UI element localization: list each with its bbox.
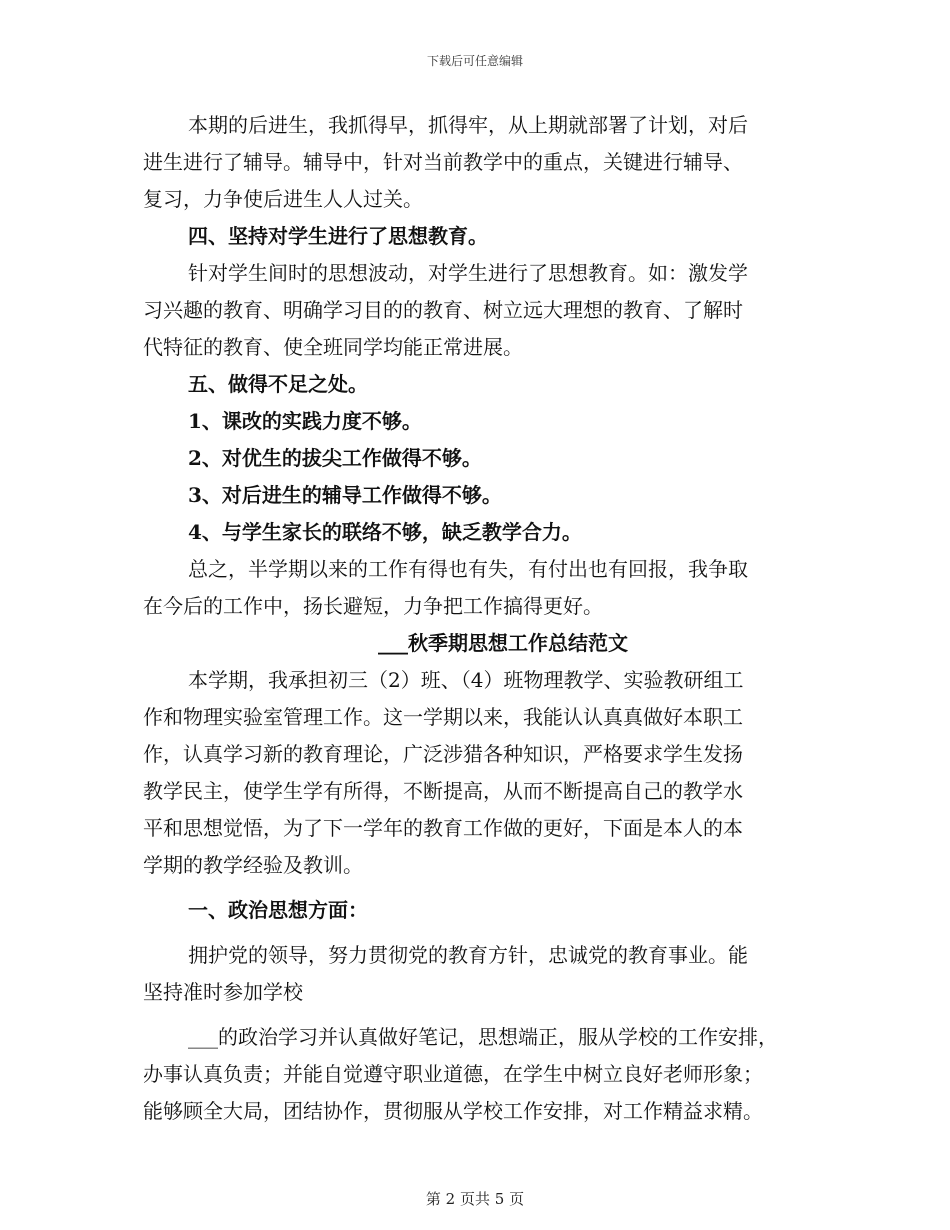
list-item: 3、对后进生的辅导工作做得不够。 [188,483,502,507]
paragraph-line: 作和物理实验室管理工作。这一学期以来，我能认认真真做好本职工 [143,705,743,729]
paragraph-line: 复习，力争使后进生人人过关。 [143,187,423,211]
paragraph-line: 在今后的工作中，扬长避短，力争把工作搞得更好。 [143,594,603,618]
paragraph-line: 拥护党的领导，努力贯彻党的教育方针，忠诚党的教育事业。能 [188,943,748,967]
paragraph-line: 能够顾全大局，团结协作，贯彻服从学校工作安排，对工作精益求精。 [143,1099,763,1123]
list-item: 4、与学生家长的联络不够，缺乏教学合力。 [188,520,582,544]
page-footer: 第 2 页共 5 页 [425,1190,525,1208]
article-title: ___秋季期思想工作总结范文 [378,631,628,655]
paragraph-line: 代特征的教育、使全班同学均能正常进展。 [143,335,523,359]
section-heading: 四、坚持对学生进行了思想教育。 [188,224,488,248]
paragraph-line: 针对学生间时的思想波动，对学生进行了思想教育。如：激发学 [188,261,748,285]
section-heading: 一、政治思想方面： [188,898,368,922]
paragraph-line: 学期的教学经验及教训。 [143,853,363,877]
paragraph-line: 平和思想觉悟，为了下一学年的教育工作做的更好，下面是本人的本 [143,816,743,840]
paragraph-line: 总之，半学期以来的工作有得也有失，有付出也有回报，我争取 [188,557,748,581]
paragraph-line: 教学民主，使学生学有所得，不断提高，从而不断提高自己的教学水 [143,779,743,803]
page-header: 下载后可任意编辑 [426,54,523,68]
paragraph-line: 坚持准时参加学校 [143,980,303,1004]
paragraph-line: 本学期，我承担初三（2）班、（4）班物理教学、实验教研组工 [188,668,744,692]
paragraph-line: 办事认真负责；并能自觉遵守职业道德，在学生中树立良好老师形象； [143,1062,763,1086]
list-item: 2、对优生的拔尖工作做得不够。 [188,446,482,470]
paragraph-line: ___的政治学习并认真做好笔记，思想端正，服从学校的工作安排， [188,1025,778,1049]
document-body [143,107,823,1130]
section-heading: 五、做得不足之处。 [188,372,368,396]
paragraph-line: 习兴趣的教育、明确学习目的的教育、树立远大理想的教育、了解时 [143,298,743,322]
paragraph-line: 作，认真学习新的教育理论，广泛涉猎各种知识，严格要求学生发扬 [143,742,743,766]
list-item: 1、课改的实践力度不够。 [188,409,422,433]
paragraph-line: 本期的后进生，我抓得早，抓得牢，从上期就部署了计划，对后 [188,113,748,137]
paragraph-line: 进生进行了辅导。辅导中，针对当前教学中的重点，关键进行辅导、 [143,150,743,174]
